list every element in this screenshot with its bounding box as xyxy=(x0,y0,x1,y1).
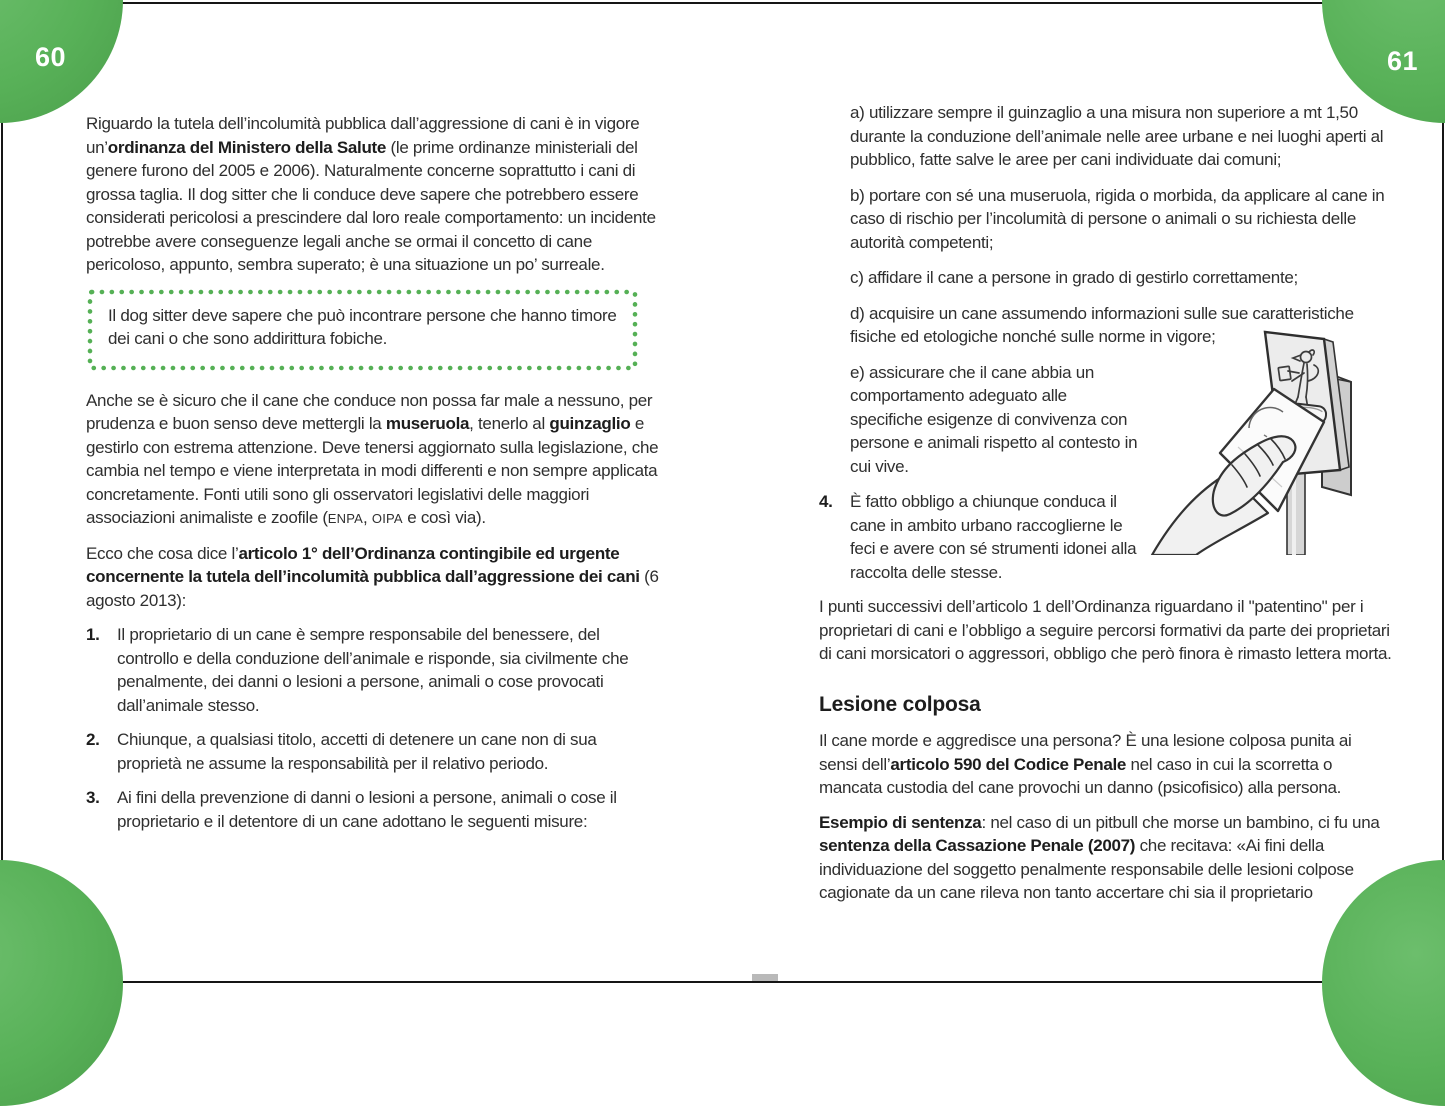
text-run-bold: museruola xyxy=(385,414,470,433)
text-run: , tenerlo al xyxy=(469,414,550,433)
item-text: Il proprietario di un cane è sempre responsabile del benessere, del controllo e della conduzione dell’animale e risponde, sia civilmente che penalmente, dei danni o lesioni a persone, animali o cose provocati dall’animale stesso. xyxy=(117,625,629,715)
item-text: Chiunque, a qualsiasi titolo, accetti di detenere un cane non di sua proprietà ne assume la responsabilità per il relativo periodo. xyxy=(117,730,597,773)
text-run-bold: articolo 590 del Codice Penale xyxy=(890,754,1127,774)
lettered-item-a: a) utilizzare sempre il guinzaglio a una misura non superiore a mt 1,50 durante la conduzione dell’animale nelle aree urbane e nei luoghi aperti al pubblico, fatte salve le aree per cani individuate dai comuni; xyxy=(850,103,1384,169)
binding-mark xyxy=(752,974,778,981)
paragraph-esempio xyxy=(819,811,1394,905)
text-run: che recitava: «Ai fini della individuazione del soggetto penalmente responsabile delle lesioni colpose cagionate da un cane rileva non tanto accertare chi sia il proprietario xyxy=(819,836,1354,902)
left-page-column xyxy=(86,112,662,844)
page-number-right: 61 xyxy=(1386,46,1418,76)
text-run: : nel caso di un pitbull che morse un bambino, ci fu una xyxy=(981,812,1380,832)
text-run: (le prime ordinanze ministeriali del genere furono del 2005 e 2006). Naturalmente concerne soprattutto i cani di grossa taglia. Il dog sitter che li conduce deve sapere che potrebbero essere considerati pericolosi a prescindere dal loro reale comportamento: un incidente potrebbe avere conseguenze legali anche se ormai il concetto di cane pericoloso, appunto, sembra superato; è una situazione un po’ surreale. xyxy=(86,137,656,274)
paragraph-ecco xyxy=(86,542,662,613)
text-run-bold: sentenza della Cassazione Penale (2007) xyxy=(819,836,1136,855)
text-run: Riguardo la tutela dell’incolumità pubblica dall’aggressione di cani è in vigore un’ xyxy=(86,114,640,157)
corner-decoration-bottom-left xyxy=(0,860,123,1106)
item-text: Ai fini della prevenzione di danni o lesioni a persone, animali o cose il proprietario e il detentore di un cane adottano le seguenti misure: xyxy=(117,788,617,831)
paragraph-ordinanza xyxy=(86,112,662,277)
paragraph-anche xyxy=(86,389,662,531)
lettered-item-b: b) portare con sé una museruola, rigida o morbida, da applicare al cane in caso di rischio per l’incolumità di persone o animali o su richiesta delle autorità competenti; xyxy=(850,185,1385,252)
text-run-bold: Esempio di sentenza xyxy=(819,812,982,832)
item-marker: 4. xyxy=(819,492,833,511)
text-run: (6 agosto 2013): xyxy=(86,567,659,610)
numbered-item-4 xyxy=(819,490,1394,584)
text-run: , xyxy=(363,508,372,527)
item-marker: 1. xyxy=(86,625,100,644)
callout-text: Il dog sitter deve sapere che può incontrare persone che hanno timore dei cani o che sono addirittura fobiche. xyxy=(108,305,617,348)
text-run: Il cane morde e aggredisce una persona? È una lesione colposa punita ai sensi dell’ xyxy=(819,731,1352,774)
paragraph-patentino: I punti successivi dell’articolo 1 dell’Ordinanza riguardano il "patentino" per i proprietari di cani e l’obbligo a seguire percorsi formativi da parte dei proprietari di cani morsicatori o aggressori, obbligo che però finora è rimasto lettera morta. xyxy=(819,597,1392,663)
item-text: È fatto obbligo a chiunque conduca il cane in ambito urbano raccoglierne le feci e avere con sé strumenti idonei alla raccolta delle stesse. xyxy=(850,492,1137,582)
lettered-item-d: d) acquisire un cane assumendo informazioni sulle sue caratteristiche fisiche ed etologiche nonché sulle norme in vigore; xyxy=(850,303,1354,346)
callout-box xyxy=(86,288,639,364)
section-heading-lesione-colposa: Lesione colposa xyxy=(819,692,981,716)
text-run-bold: articolo 1° dell’Ordinanza contingibile ed urgente concernente la tutela dell’incolumità pubblica dall’aggressione dei cani xyxy=(86,543,640,586)
text-run: Ecco che cosa dice l’ xyxy=(86,543,239,563)
right-page-column xyxy=(819,101,1394,916)
text-run: Anche se è sicuro che il cane che conduce non possa far male a nessuno, per prudenza e buon senso deve mettergli la xyxy=(86,390,653,433)
text-run: e gestirlo con estrema attenzione. Deve tenersi aggiornato sulla legislazione, che cambia nel tempo e viene interpretata in modi differenti e non sempre applicata concretamente. Fonti utili sono gli osservatori legislativi delle maggiori associazioni animaliste e zoofile ( xyxy=(86,414,659,527)
page-number-left: 60 xyxy=(35,42,67,72)
text-run-bold: ordinanza del Ministero della Salute xyxy=(107,137,387,157)
paragraph-lesione xyxy=(819,729,1394,800)
numbered-item-2 xyxy=(86,728,662,775)
lettered-item-c: c) affidare il cane a persone in grado di gestirlo correttamente; xyxy=(850,268,1298,287)
text-run-smallcaps: ENPA xyxy=(327,511,364,526)
text-run: e così via). xyxy=(402,508,486,527)
dotted-border xyxy=(86,288,639,372)
text-run-bold: guinzaglio xyxy=(549,414,631,433)
text-run-smallcaps: OIPA xyxy=(371,511,403,526)
item-marker: 2. xyxy=(86,730,100,749)
item-marker: 3. xyxy=(86,788,100,807)
lettered-item-e: e) assicurare che il cane abbia un comportamento adeguato alle specifiche esigenze di convivenza con persone e animali rispetto al contesto in cui vive. xyxy=(850,362,1138,476)
text-run: nel caso in cui la scorretta o mancata custodia del cane provochi un danno (psicofisico) alla persona. xyxy=(819,754,1342,797)
numbered-item-3 xyxy=(86,786,662,833)
numbered-item-1 xyxy=(86,623,662,717)
